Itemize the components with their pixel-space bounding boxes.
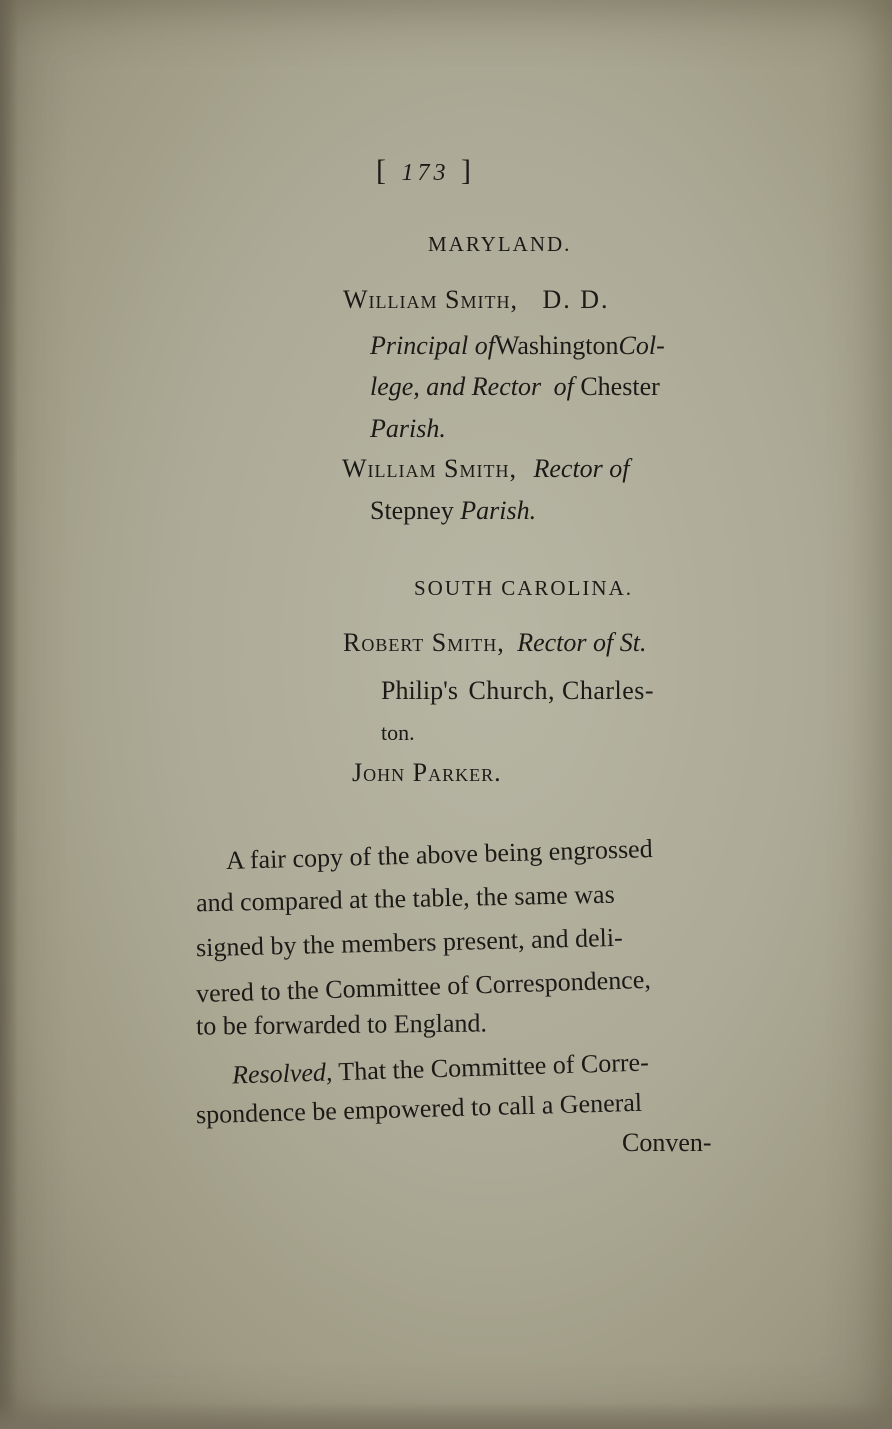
entry-text-italic: Parish.: [460, 496, 537, 525]
page-folio: [376, 156, 475, 186]
entry-name: William Smith,: [343, 285, 518, 314]
entry-text-italic: of: [553, 372, 574, 401]
entry-title: Rector of St.: [517, 628, 647, 657]
entry-text-italic: Parish.: [370, 414, 446, 443]
entry-robert-smith: [343, 630, 646, 656]
paragraph-line: A fair copy of the above being engrossed: [225, 834, 654, 875]
entry-john-parker: John Parker.: [352, 758, 502, 787]
entry-line: [370, 374, 660, 400]
resolved-word: Resolved,: [231, 1057, 333, 1090]
entry-text: Chester: [580, 372, 660, 401]
entry-text: Washington: [494, 331, 619, 360]
entry-name: William Smith,: [342, 454, 517, 483]
folio-open-bracket: [: [376, 154, 390, 187]
paragraph-line: spondence be empowered to call a General: [195, 1087, 643, 1130]
paragraph-line: [232, 1049, 649, 1088]
paragraph-line: and compared at the table, the same was: [195, 879, 615, 918]
entry-line: [370, 333, 665, 359]
entry-william-smith-stepney: [342, 456, 630, 482]
folio-number: 173: [401, 160, 450, 186]
entry-text-italic: Col-: [618, 331, 665, 360]
entry-william-smith-dd: [343, 287, 610, 313]
entry-line: [370, 416, 446, 442]
entry-name: Robert Smith,: [343, 628, 505, 657]
entry-line: ton.: [381, 720, 415, 745]
entry-text: Stepney: [370, 496, 454, 525]
heading-south-carolina: SOUTH CAROLINA.: [414, 576, 633, 600]
page-edge-bottom: [0, 1403, 892, 1429]
catchword: Conven-: [622, 1128, 712, 1157]
entry-text-italic: Principal of: [370, 331, 495, 360]
paragraph-line: to be forwarded to England.: [195, 1008, 488, 1041]
paragraph-line: signed by the members present, and deli-: [195, 922, 623, 963]
entry-line: [370, 498, 536, 524]
folio-close-bracket: ]: [461, 154, 475, 187]
entry-text: Church, Charles-: [468, 676, 655, 705]
entry-title: Rector of: [533, 454, 630, 483]
entry-text-italic: lege, and Rector: [370, 372, 542, 401]
page-edge-left: [0, 0, 18, 1429]
entry-line: [381, 678, 654, 704]
entry-degree: D. D.: [542, 285, 610, 314]
paragraph-text: That the Committee of Corre-: [337, 1047, 650, 1087]
entry-text: Philip's: [381, 676, 458, 705]
heading-maryland: MARYLAND.: [428, 232, 572, 256]
paragraph-line: vered to the Committee of Correspondence,: [195, 964, 652, 1009]
